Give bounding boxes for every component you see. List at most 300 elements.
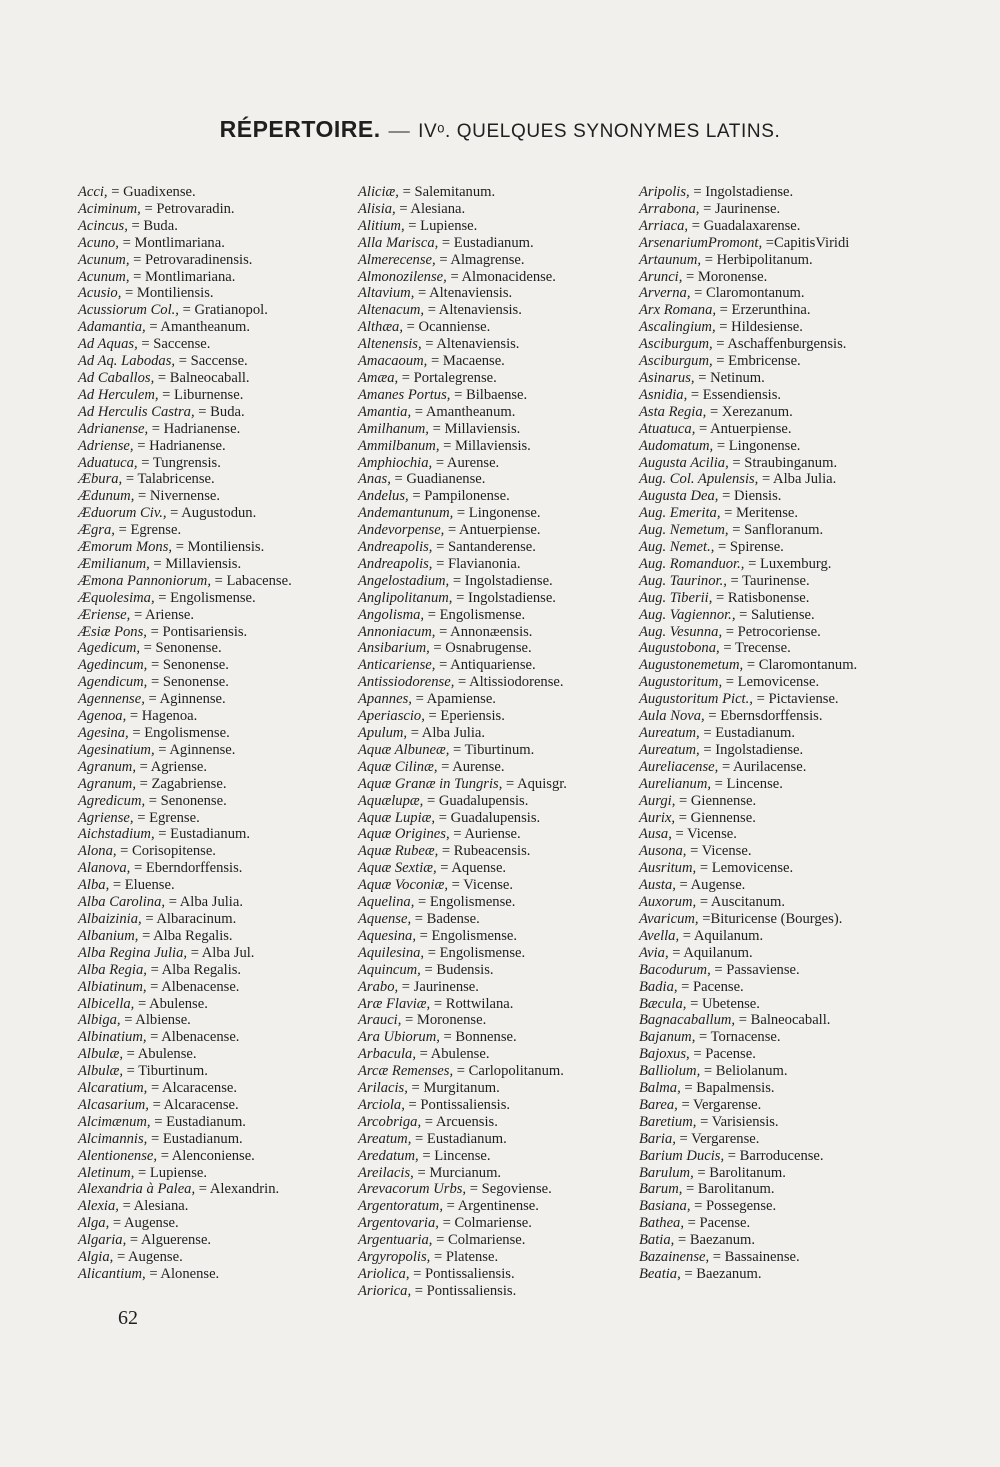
latin-term: Aquesina, bbox=[358, 927, 416, 944]
latin-term: Alcaratium, bbox=[78, 1080, 148, 1097]
latin-term: Aredatum, bbox=[358, 1147, 419, 1164]
latin-term: Anas, bbox=[358, 471, 391, 488]
modern-equivalent: = Straubinganum. bbox=[732, 454, 838, 471]
modern-equivalent: = Barroducense. bbox=[727, 1147, 824, 1164]
synonym-entry bbox=[78, 387, 346, 404]
synonym-entry bbox=[358, 979, 644, 996]
modern-equivalent: = Engolismense. bbox=[418, 894, 516, 911]
modern-equivalent: = Lupiense. bbox=[408, 217, 478, 234]
synonym-entry bbox=[78, 1046, 346, 1063]
latin-term: Arcæ Remenses, bbox=[358, 1063, 454, 1080]
latin-term: Arcobriga, bbox=[358, 1113, 422, 1130]
heading-dash: — bbox=[388, 118, 411, 142]
modern-equivalent: = Lupiense. bbox=[138, 1164, 208, 1181]
synonym-entry bbox=[358, 285, 644, 302]
latin-term: Agendicum, bbox=[78, 674, 148, 691]
synonym-entry bbox=[639, 336, 934, 353]
modern-equivalent: = Pacense. bbox=[687, 1215, 751, 1232]
latin-term: Alentionense, bbox=[78, 1147, 158, 1164]
latin-term: Alba, bbox=[78, 877, 110, 894]
synonym-entry bbox=[78, 759, 346, 776]
latin-term: Amantia, bbox=[358, 403, 412, 420]
modern-equivalent: = Lemovicense. bbox=[725, 674, 820, 691]
latin-term: Aquæ Cilinæ, bbox=[358, 758, 438, 775]
synonym-entry bbox=[639, 776, 934, 793]
synonym-entry bbox=[78, 556, 346, 573]
synonym-entry bbox=[358, 708, 644, 725]
synonym-entry bbox=[639, 235, 934, 252]
modern-equivalent: = Liburnense. bbox=[162, 386, 244, 403]
synonym-entry bbox=[78, 285, 346, 302]
synonym-entry bbox=[358, 421, 644, 438]
synonym-entry bbox=[639, 1181, 934, 1198]
latin-term: Augustobona, bbox=[639, 640, 720, 657]
latin-term: Aciminum, bbox=[78, 200, 141, 217]
latin-term: Aquæ Granæ in Tungris, bbox=[358, 775, 503, 792]
synonym-entry bbox=[78, 860, 346, 877]
modern-equivalent: = Hadrianense. bbox=[137, 437, 226, 454]
modern-equivalent: = Abulense. bbox=[138, 995, 208, 1012]
synonym-entry bbox=[639, 1249, 934, 1266]
modern-equivalent: = Albenacense. bbox=[150, 1029, 240, 1046]
modern-equivalent: = Lingonense. bbox=[456, 505, 541, 522]
latin-term: Acuno, bbox=[78, 234, 119, 251]
latin-term: Aperiascio, bbox=[358, 708, 425, 725]
synonym-entry bbox=[358, 1249, 644, 1266]
synonym-entry bbox=[78, 1029, 346, 1046]
latin-term: Aduatuca, bbox=[78, 454, 138, 471]
latin-term: Amanes Portus, bbox=[358, 386, 451, 403]
latin-term: Arriaca, bbox=[639, 217, 689, 234]
modern-equivalent: = Alcaracense. bbox=[150, 1080, 238, 1097]
synonym-entry bbox=[78, 894, 346, 911]
latin-term: Acussiorum Col., bbox=[78, 302, 179, 319]
latin-term: Aquense, bbox=[358, 910, 412, 927]
modern-equivalent: = Aurilacense. bbox=[721, 758, 807, 775]
modern-equivalent: = Alba Regalis. bbox=[142, 927, 233, 944]
latin-term: Aquæ Lupiæ, bbox=[358, 809, 436, 826]
modern-equivalent: = Guadianense. bbox=[394, 471, 486, 488]
modern-equivalent: = Millaviensis. bbox=[443, 437, 531, 454]
latin-term: Alba Regina Julia, bbox=[78, 944, 188, 961]
modern-equivalent: = Pontissaliensis. bbox=[414, 1282, 517, 1299]
modern-equivalent: = Buda. bbox=[198, 403, 245, 420]
modern-equivalent: = Eustadianum. bbox=[415, 1130, 507, 1147]
synonym-entry bbox=[358, 928, 644, 945]
synonym-entry bbox=[358, 759, 644, 776]
modern-equivalent: = Ingolstadiense. bbox=[456, 589, 556, 606]
latin-term: Arabo, bbox=[358, 978, 399, 995]
latin-term: Augusta Dea, bbox=[639, 488, 719, 505]
synonym-entry bbox=[358, 370, 644, 387]
synonym-entry bbox=[639, 1165, 934, 1182]
synonym-entry bbox=[639, 590, 934, 607]
modern-equivalent: = Tungrensis. bbox=[141, 454, 221, 471]
modern-equivalent: = Engolismense. bbox=[132, 725, 230, 741]
modern-equivalent: = Lincense. bbox=[714, 775, 783, 792]
modern-equivalent: = Vicense. bbox=[675, 826, 737, 843]
latin-term: Bajanum, bbox=[639, 1029, 696, 1046]
synonym-entry bbox=[78, 877, 346, 894]
latin-term: Bazainense, bbox=[639, 1249, 710, 1266]
latin-term: Atuatuca, bbox=[639, 420, 696, 437]
latin-term: Alanova, bbox=[78, 860, 131, 877]
synonym-entry bbox=[358, 1148, 644, 1165]
modern-equivalent: = Eustadianum. bbox=[158, 826, 251, 843]
latin-term: Baretium, bbox=[639, 1113, 697, 1130]
synonym-entry bbox=[639, 1266, 934, 1283]
latin-term: Arilacis, bbox=[358, 1080, 408, 1097]
modern-equivalent: = Ebernsdorffensis. bbox=[708, 708, 823, 725]
synonym-entry bbox=[639, 1114, 934, 1131]
modern-equivalent: = Saccense. bbox=[178, 353, 248, 370]
latin-term: Almerecense, bbox=[358, 251, 436, 268]
latin-term: Ariorica, bbox=[358, 1282, 412, 1299]
modern-equivalent: = Millaviensis. bbox=[432, 420, 521, 437]
modern-equivalent: = Hadrianense. bbox=[151, 420, 241, 437]
synonym-entry bbox=[78, 353, 346, 370]
synonym-entry bbox=[639, 793, 934, 810]
synonym-entry bbox=[639, 996, 934, 1013]
synonym-entry bbox=[78, 235, 346, 252]
latin-term: Areilacis, bbox=[358, 1164, 414, 1181]
latin-term: Albulæ, bbox=[78, 1063, 123, 1080]
modern-equivalent: = Salemitanum. bbox=[402, 184, 496, 200]
latin-term: Arverna, bbox=[639, 285, 691, 302]
synonym-entry bbox=[639, 471, 934, 488]
modern-equivalent: = Eustadianum. bbox=[703, 725, 796, 741]
modern-equivalent: = Giennense. bbox=[679, 792, 757, 809]
synonym-entry bbox=[78, 201, 346, 218]
latin-term: Aug. Col. Apulensis, bbox=[639, 471, 759, 488]
synonym-entry bbox=[639, 285, 934, 302]
latin-term: Ariolica, bbox=[358, 1266, 410, 1282]
synonym-entry bbox=[639, 387, 934, 404]
latin-term: Albicella, bbox=[78, 995, 135, 1012]
synonym-entry bbox=[639, 607, 934, 624]
latin-term: Ad Aquas, bbox=[78, 336, 138, 353]
modern-equivalent: = Tiburtinum. bbox=[126, 1063, 208, 1080]
modern-equivalent: =CapitisViridi bbox=[765, 234, 850, 251]
modern-equivalent: = Zagabriense. bbox=[139, 775, 227, 792]
latin-term: Ansibarium, bbox=[358, 640, 430, 657]
synonym-entry bbox=[78, 1080, 346, 1097]
synonym-entry bbox=[639, 556, 934, 573]
synonym-entry bbox=[358, 962, 644, 979]
synonym-entry bbox=[78, 640, 346, 657]
synonym-entry bbox=[358, 1114, 644, 1131]
latin-term: Arevacorum Urbs, bbox=[358, 1181, 467, 1198]
modern-equivalent: = Guadixense. bbox=[111, 184, 196, 200]
latin-term: Alla Marisca, bbox=[358, 234, 439, 251]
synonym-entry bbox=[78, 252, 346, 269]
synonym-entry bbox=[78, 319, 346, 336]
latin-term: Altenacum, bbox=[358, 302, 425, 319]
latin-term: Æmilianum, bbox=[78, 555, 150, 572]
latin-term: Bathea, bbox=[639, 1215, 684, 1232]
latin-term: Algaria, bbox=[78, 1232, 127, 1249]
modern-equivalent: = Altenaviensis. bbox=[418, 285, 513, 302]
latin-term: Bæcula, bbox=[639, 995, 687, 1012]
synonym-entry bbox=[78, 573, 346, 590]
synonym-entry bbox=[639, 1063, 934, 1080]
latin-term: Augustonemetum, bbox=[639, 657, 744, 674]
latin-term: Argyropolis, bbox=[358, 1249, 431, 1266]
modern-equivalent: = Alesiana. bbox=[122, 1198, 189, 1215]
synonym-entry bbox=[358, 1097, 644, 1114]
heading-subtitle: IVᵒ. QUELQUES SYNONYMES LATINS. bbox=[418, 121, 781, 142]
modern-equivalent: = Sanfloranum. bbox=[732, 522, 824, 539]
modern-equivalent: = Almagrense. bbox=[439, 251, 525, 268]
synonym-entry bbox=[358, 996, 644, 1013]
modern-equivalent: = Varisiensis. bbox=[700, 1113, 779, 1130]
modern-equivalent: = Petrovaradinensis. bbox=[133, 251, 253, 268]
latin-term: Albinatium, bbox=[78, 1029, 147, 1046]
synonym-entry bbox=[78, 624, 346, 641]
latin-term: Alba Regia, bbox=[78, 961, 147, 978]
synonym-entry bbox=[358, 776, 644, 793]
synonym-entry bbox=[78, 708, 346, 725]
synonym-entry bbox=[358, 945, 644, 962]
modern-equivalent: = Nivernense. bbox=[138, 488, 220, 505]
synonym-column-2 bbox=[358, 184, 644, 1300]
latin-term: Agriense, bbox=[78, 809, 134, 826]
latin-term: Aquincum, bbox=[358, 961, 421, 978]
modern-equivalent: = Erzerunthina. bbox=[719, 302, 811, 319]
modern-equivalent: = Rubeacensis. bbox=[441, 843, 531, 860]
synonym-entry bbox=[78, 793, 346, 810]
modern-equivalent: = Senonense. bbox=[143, 640, 222, 657]
synonym-entry bbox=[639, 725, 934, 742]
modern-equivalent: = Aschaffenburgensis. bbox=[716, 336, 847, 353]
latin-term: Ascalingium, bbox=[639, 319, 716, 336]
latin-term: Barulum, bbox=[639, 1164, 694, 1181]
latin-term: Angelostadium, bbox=[358, 572, 450, 589]
synonym-entry bbox=[639, 1080, 934, 1097]
synonym-entry bbox=[78, 810, 346, 827]
synonym-entry bbox=[358, 911, 644, 928]
latin-term: Ausa, bbox=[639, 826, 672, 843]
modern-equivalent: = Ocanniense. bbox=[406, 319, 491, 336]
modern-equivalent: = Buda. bbox=[131, 217, 178, 234]
synonym-entry bbox=[78, 1012, 346, 1029]
modern-equivalent: = Segoviense. bbox=[469, 1181, 552, 1198]
latin-term: Agredicum, bbox=[78, 792, 146, 809]
modern-equivalent: = Engolismense. bbox=[158, 589, 256, 606]
latin-term: Augustoritum Pict., bbox=[639, 691, 753, 708]
modern-equivalent: = Aquilanum. bbox=[682, 927, 764, 944]
latin-term: Alcasarium, bbox=[78, 1096, 149, 1113]
synonym-entry bbox=[358, 488, 644, 505]
modern-equivalent: = Senonense. bbox=[148, 792, 227, 809]
modern-equivalent: = Engolismense. bbox=[427, 944, 526, 961]
latin-term: Aquæ Albunеæ, bbox=[358, 741, 450, 758]
modern-equivalent: = Montiliensis. bbox=[125, 285, 214, 302]
synonym-entry bbox=[78, 370, 346, 387]
modern-equivalent: = Abulense. bbox=[126, 1046, 197, 1063]
modern-equivalent: = Tornacense. bbox=[699, 1029, 781, 1046]
latin-term: Aureliacense, bbox=[639, 758, 719, 775]
modern-equivalent: = Labacense. bbox=[214, 572, 292, 589]
latin-term: Aug. Romanduor., bbox=[639, 555, 745, 572]
modern-equivalent: = Spirense. bbox=[718, 539, 784, 556]
modern-equivalent: = Platense. bbox=[433, 1249, 499, 1266]
modern-equivalent: = Xerezanum. bbox=[709, 403, 793, 420]
latin-term: Annoniacum, bbox=[358, 623, 436, 640]
modern-equivalent: = Barolitanum. bbox=[686, 1181, 775, 1198]
synonym-entry bbox=[358, 590, 644, 607]
modern-equivalent: = Balneocaball. bbox=[157, 369, 250, 386]
synonym-entry bbox=[639, 742, 934, 759]
modern-equivalent: = Corisopitense. bbox=[120, 843, 216, 860]
modern-equivalent: = Auscitanum. bbox=[699, 894, 786, 911]
latin-term: Ausona, bbox=[639, 843, 687, 860]
synonym-entry bbox=[358, 657, 644, 674]
modern-equivalent: = Eperiensis. bbox=[428, 708, 505, 725]
synonym-entry bbox=[639, 455, 934, 472]
latin-term: Aquelina, bbox=[358, 894, 415, 911]
latin-term: Agenoa, bbox=[78, 708, 127, 725]
latin-term: Æmorum Mons, bbox=[78, 539, 173, 556]
latin-term: Aureatum, bbox=[639, 741, 700, 758]
modern-equivalent: = Millaviensis. bbox=[153, 555, 242, 572]
synonym-entry bbox=[78, 911, 346, 928]
synonym-entry bbox=[78, 455, 346, 472]
latin-term: Aquæ Sextiæ, bbox=[358, 860, 437, 877]
modern-equivalent: = Budensis. bbox=[424, 961, 494, 978]
latin-term: Beatia, bbox=[639, 1266, 681, 1282]
synonym-entry bbox=[358, 556, 644, 573]
synonym-entry bbox=[639, 810, 934, 827]
synonym-entry bbox=[358, 1080, 644, 1097]
modern-equivalent: = Senonense. bbox=[150, 657, 229, 674]
synonym-entry bbox=[358, 843, 644, 860]
synonym-entry bbox=[358, 252, 644, 269]
latin-term: Alcimænum, bbox=[78, 1113, 151, 1130]
latin-term: Ad Herculem, bbox=[78, 386, 159, 403]
latin-term: Arbacula, bbox=[358, 1046, 416, 1063]
modern-equivalent: = Pictaviense. bbox=[756, 691, 839, 708]
synonym-entry bbox=[358, 624, 644, 641]
modern-equivalent: = Altissiodorense. bbox=[458, 674, 564, 691]
latin-term: Apulum, bbox=[358, 725, 408, 741]
synonym-entry bbox=[358, 640, 644, 657]
synonym-entry bbox=[358, 1063, 644, 1080]
modern-equivalent: = Ubetense. bbox=[690, 995, 760, 1012]
synonym-entry bbox=[358, 539, 644, 556]
modern-equivalent: = Aginnense. bbox=[158, 741, 236, 758]
synonym-entry bbox=[78, 218, 346, 235]
synonym-entry bbox=[358, 522, 644, 539]
modern-equivalent: = Colmariense. bbox=[436, 1232, 526, 1249]
modern-equivalent: = Alba Jul. bbox=[190, 944, 255, 961]
modern-equivalent: = Altenaviensis. bbox=[427, 302, 522, 319]
synonym-entry bbox=[78, 1249, 346, 1266]
modern-equivalent: = Alba Julia. bbox=[761, 471, 837, 488]
latin-term: Bajoxus, bbox=[639, 1046, 690, 1063]
synonym-entry bbox=[358, 201, 644, 218]
synonym-entry bbox=[639, 1148, 934, 1165]
modern-equivalent: = Rottwilana. bbox=[433, 995, 514, 1012]
latin-term: Aug. Nemet., bbox=[639, 539, 715, 556]
latin-term: Agesinatium, bbox=[78, 741, 155, 758]
latin-term: Albiatinum, bbox=[78, 978, 147, 995]
latin-term: Anticariense, bbox=[358, 657, 436, 674]
heading-title: RÉPERTOIRE. bbox=[219, 116, 381, 142]
modern-equivalent: = Baezanum. bbox=[684, 1266, 762, 1282]
latin-term: Andreapolis, bbox=[358, 555, 433, 572]
synonym-entry bbox=[358, 691, 644, 708]
modern-equivalent: = Embricense. bbox=[716, 353, 801, 370]
modern-equivalent: = Pacense. bbox=[693, 1046, 756, 1063]
latin-term: Argentuaria, bbox=[358, 1232, 433, 1249]
modern-equivalent: = Antuerpiense. bbox=[447, 522, 541, 539]
modern-equivalent: = Ingolstadiense. bbox=[693, 184, 794, 200]
synonym-entry bbox=[639, 302, 934, 319]
page-number: 62 bbox=[118, 1307, 138, 1329]
synonym-entry bbox=[358, 793, 644, 810]
latin-term: Agesina, bbox=[78, 725, 129, 741]
modern-equivalent: = Gratianopol. bbox=[182, 302, 268, 319]
synonym-entry bbox=[358, 184, 644, 201]
latin-term: Amilhanum, bbox=[358, 420, 429, 437]
synonym-entry bbox=[639, 438, 934, 455]
modern-equivalent: = Aquense. bbox=[440, 860, 507, 877]
latin-term: Anglipolitanum, bbox=[358, 589, 453, 606]
latin-term: Ædunum, bbox=[78, 488, 135, 505]
synonym-entry bbox=[639, 539, 934, 556]
synonym-entry bbox=[78, 962, 346, 979]
modern-equivalent: = Auriense. bbox=[453, 826, 521, 843]
modern-equivalent: = Tiburtinum. bbox=[453, 741, 535, 758]
modern-equivalent: = Guadalupensis. bbox=[438, 809, 541, 826]
synonym-entry bbox=[358, 1266, 644, 1283]
modern-equivalent: = Hildesiense. bbox=[719, 319, 803, 336]
latin-term: Albanium, bbox=[78, 927, 139, 944]
modern-equivalent: = Jaurinense. bbox=[703, 200, 781, 217]
synonym-entry bbox=[639, 421, 934, 438]
synonym-entry bbox=[639, 1131, 934, 1148]
latin-term: Acusio, bbox=[78, 285, 122, 302]
modern-equivalent: = Bapalmensis. bbox=[684, 1080, 775, 1097]
synonym-entry bbox=[358, 455, 644, 472]
modern-equivalent: = Annonæensis. bbox=[439, 623, 533, 640]
synonym-entry bbox=[78, 1181, 346, 1198]
modern-equivalent: = Aquilanum. bbox=[672, 944, 753, 961]
latin-term: Alitium, bbox=[358, 217, 405, 234]
modern-equivalent: = Amantheanum. bbox=[414, 403, 516, 420]
modern-equivalent: = Lemovicense. bbox=[699, 860, 794, 877]
latin-term: Agranum, bbox=[78, 758, 136, 775]
latin-term: Albiga, bbox=[78, 1012, 121, 1029]
latin-term: Avia, bbox=[639, 944, 669, 961]
latin-term: Barium Ducis, bbox=[639, 1147, 725, 1164]
latin-term: Albulæ, bbox=[78, 1046, 123, 1063]
synonym-entry bbox=[639, 269, 934, 286]
synonym-entry bbox=[358, 860, 644, 877]
latin-term: Audomatum, bbox=[639, 437, 714, 454]
modern-equivalent: = Taurinense. bbox=[730, 572, 810, 589]
latin-term: Adrianense, bbox=[78, 420, 149, 437]
synonym-entry bbox=[78, 1232, 346, 1249]
synonym-entry bbox=[78, 1114, 346, 1131]
latin-term: Ad Caballos, bbox=[78, 369, 155, 386]
modern-equivalent: = Claromontanum. bbox=[694, 285, 805, 302]
modern-equivalent: = Albaracinum. bbox=[145, 910, 237, 927]
latin-term: Ammilbanum, bbox=[358, 437, 440, 454]
modern-equivalent: = Montlimariana. bbox=[133, 268, 236, 285]
page-heading bbox=[0, 116, 1000, 143]
